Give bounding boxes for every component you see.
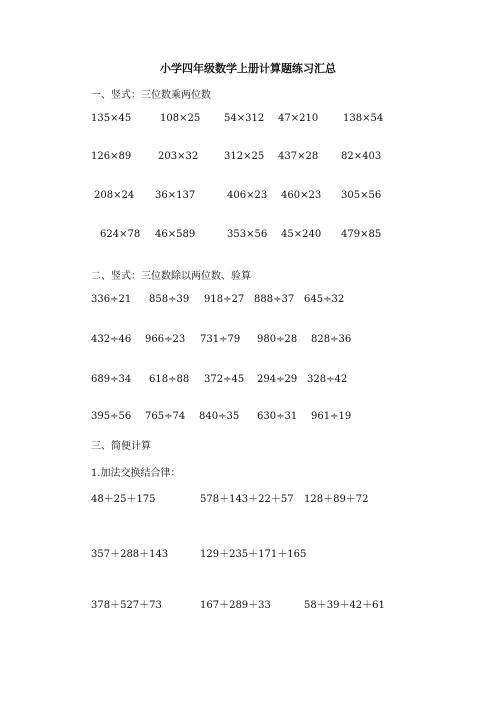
problem: 689÷34 <box>91 374 132 385</box>
problem: 208×24 <box>94 190 135 201</box>
problem-row <box>0 190 496 204</box>
problem: 645÷32 <box>304 294 345 305</box>
problem: 312×25 <box>224 151 265 162</box>
problem: 630÷31 <box>257 411 298 422</box>
page-title: 小学四年级数学上册计算题练习汇总 <box>160 62 336 75</box>
problem: 138×54 <box>343 113 384 124</box>
problem: 58＋39＋42＋61 <box>304 600 385 611</box>
problem: 357＋288＋143 <box>91 549 169 560</box>
problem: 128＋89＋72 <box>304 494 369 505</box>
problem: 578＋143＋22＋57 <box>200 494 294 505</box>
problem-row <box>0 411 496 425</box>
problem: 432÷46 <box>91 334 132 345</box>
problem: 460×23 <box>281 190 322 201</box>
problem: 203×32 <box>158 151 199 162</box>
problem-row <box>0 490 496 504</box>
problem-row <box>0 294 496 308</box>
section-heading-division: 二、竖式：三位数除以两位数、验算 <box>91 271 251 282</box>
problem: 765÷74 <box>145 411 186 422</box>
problem: 328÷42 <box>307 374 348 385</box>
problem: 294÷29 <box>257 374 298 385</box>
problem: 108×25 <box>160 113 201 124</box>
problem: 46×589 <box>155 229 196 240</box>
problem: 840÷35 <box>199 411 240 422</box>
problem-row <box>0 374 496 388</box>
problem: 918÷27 <box>204 294 245 305</box>
problem: 45×240 <box>281 229 322 240</box>
problem: 36×137 <box>155 190 196 201</box>
problem: 437×28 <box>278 151 319 162</box>
problem: 624×78 <box>100 229 141 240</box>
problem: 336÷21 <box>91 294 132 305</box>
problem: 731÷79 <box>200 334 241 345</box>
problem: 961÷19 <box>311 411 352 422</box>
problem: 828÷36 <box>311 334 352 345</box>
subsection-heading-addition-laws: 1.加法交换结合律： <box>91 468 181 479</box>
problem: 82×403 <box>341 151 382 162</box>
problem-row <box>0 113 496 127</box>
problem: 167＋289＋33 <box>200 600 271 611</box>
problem-row <box>0 334 496 348</box>
problem: 372÷45 <box>204 374 245 385</box>
problem-row <box>0 545 496 559</box>
problem: 48＋25＋175 <box>91 494 156 505</box>
problem: 618÷88 <box>149 374 190 385</box>
problem-row <box>0 596 496 610</box>
problem: 888÷37 <box>254 294 295 305</box>
problem: 378＋527＋73 <box>91 600 162 611</box>
problem: 305×56 <box>341 190 382 201</box>
section-heading-simplified: 三、简便计算 <box>91 441 151 452</box>
problem-row <box>0 151 496 165</box>
problem: 129＋235＋171＋165 <box>200 549 307 560</box>
problem: 858÷39 <box>149 294 190 305</box>
problem: 54×312 <box>224 113 265 124</box>
problem: 135×45 <box>91 113 132 124</box>
problem: 353×56 <box>227 229 268 240</box>
problem: 479×85 <box>341 229 382 240</box>
problem: 980÷28 <box>257 334 298 345</box>
problem: 126×89 <box>91 151 132 162</box>
problem: 966÷23 <box>145 334 186 345</box>
problem: 406×23 <box>227 190 268 201</box>
problem: 395÷56 <box>91 411 132 422</box>
problem-row <box>0 229 496 243</box>
section-heading-multiplication: 一、竖式：三位数乘两位数 <box>91 90 211 101</box>
problem: 47×210 <box>278 113 319 124</box>
